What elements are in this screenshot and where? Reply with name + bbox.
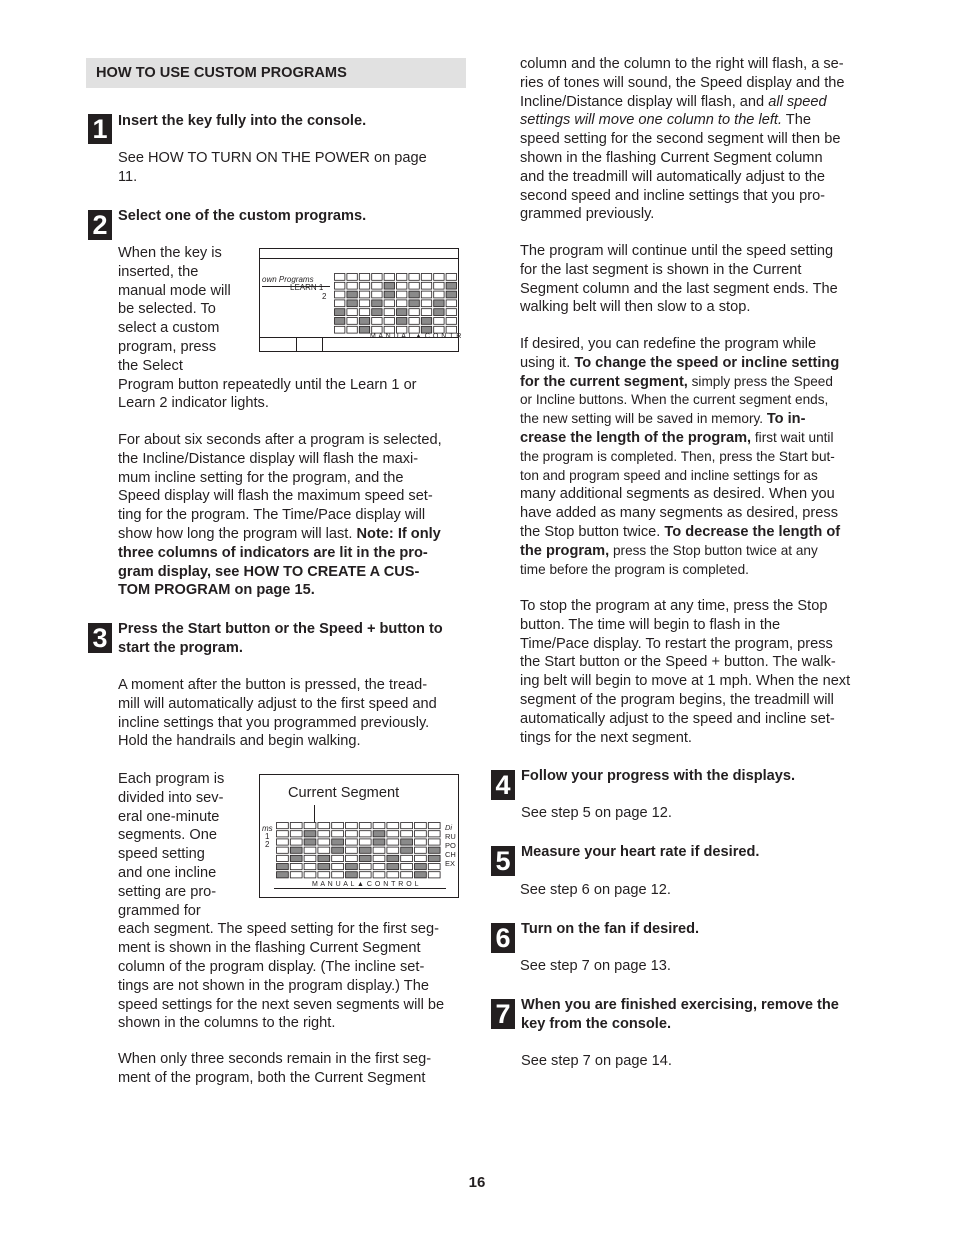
led-cell bbox=[290, 872, 302, 878]
led-cell bbox=[277, 823, 289, 829]
led-cell bbox=[428, 831, 440, 837]
step-7-text: See step 7 on page 14. bbox=[521, 1053, 672, 1069]
right-column-para-2: The program will continue until the speed setting for the last segment is shown in the Current Segment column and the last segment ends. The walking belt will then slow to a stop. bbox=[520, 243, 838, 316]
step-number-7: 7 bbox=[491, 999, 515, 1029]
led-cell bbox=[347, 326, 357, 333]
led-cell bbox=[346, 839, 358, 845]
led-cell bbox=[373, 855, 385, 861]
led-cell bbox=[421, 274, 431, 281]
led-cell bbox=[421, 300, 431, 307]
led-cell bbox=[359, 839, 371, 845]
led-cell bbox=[332, 839, 344, 845]
led-cell bbox=[421, 309, 431, 316]
led-cell bbox=[387, 855, 399, 861]
led-cell bbox=[290, 839, 302, 845]
led-cell bbox=[346, 855, 358, 861]
led-cell bbox=[290, 831, 302, 837]
led-cell bbox=[409, 274, 419, 281]
led-cell bbox=[372, 318, 382, 325]
led-cell bbox=[373, 847, 385, 853]
led-cell bbox=[384, 282, 394, 289]
led-cell bbox=[387, 839, 399, 845]
led-cell bbox=[372, 309, 382, 316]
led-cell bbox=[335, 291, 345, 298]
program-display-figure-1: own Programs LEARN 1 2 M A N U A L ▲ C O N T R bbox=[259, 248, 459, 352]
led-cell bbox=[277, 864, 289, 870]
led-cell bbox=[332, 831, 344, 837]
led-cell bbox=[290, 847, 302, 853]
led-cell bbox=[346, 872, 358, 878]
led-cell bbox=[372, 300, 382, 307]
led-cell bbox=[346, 864, 358, 870]
led-cell bbox=[318, 823, 330, 829]
led-cell bbox=[359, 274, 369, 281]
led-cell bbox=[372, 282, 382, 289]
right-column-para-1: column and the column to the right will flash, a se- ries of tones will sound, the Speed display and the Incline/Distance display will flash, and all speed settings will move one column to the left. The speed setting for the second segment will then be shown in the flashing Current Segment column and the treadmill will automatically adjust to the second speed and incline settings that you pro- grammed previously. bbox=[520, 56, 845, 223]
led-cell bbox=[318, 847, 330, 853]
led-cell bbox=[304, 847, 316, 853]
led-cell bbox=[347, 309, 357, 316]
step-3-title: Press the Start button or the Speed + button to start the program. bbox=[118, 621, 443, 656]
step-number-6: 6 bbox=[491, 923, 515, 953]
led-cell bbox=[359, 872, 371, 878]
led-cell bbox=[428, 839, 440, 845]
led-cell bbox=[359, 847, 371, 853]
led-cell bbox=[332, 855, 344, 861]
led-cell bbox=[397, 309, 407, 316]
led-cell bbox=[304, 872, 316, 878]
led-cell bbox=[359, 326, 369, 333]
led-cell bbox=[318, 864, 330, 870]
led-cell bbox=[359, 300, 369, 307]
led-cell bbox=[347, 300, 357, 307]
led-cell bbox=[415, 855, 427, 861]
led-cell bbox=[401, 823, 413, 829]
led-cell bbox=[387, 831, 399, 837]
current-segment-caption: Current Segment bbox=[288, 785, 400, 801]
led-cell bbox=[415, 831, 427, 837]
led-cell bbox=[384, 318, 394, 325]
led-cell bbox=[434, 274, 444, 281]
led-cell bbox=[446, 300, 456, 307]
led-grid-1 bbox=[334, 273, 458, 335]
step-1-text: See HOW TO TURN ON THE POWER on page 11. bbox=[118, 150, 427, 185]
led-cell bbox=[415, 823, 427, 829]
right-column-para-4: To stop the program at any time, press the Stop button. The time will begin to flash in the Time/Pace display. To restart the program, press the Start button or the Speed + button. The walk- ing belt will begin to move at 1 mph. When the next segment of the program begins, the treadmill will automatically adjust to the speed and incline set- tings for the next segment. bbox=[520, 598, 851, 746]
led-cell bbox=[346, 847, 358, 853]
led-cell bbox=[318, 872, 330, 878]
led-cell bbox=[372, 291, 382, 298]
led-cell bbox=[373, 839, 385, 845]
led-cell bbox=[359, 291, 369, 298]
led-cell bbox=[332, 872, 344, 878]
led-cell bbox=[387, 847, 399, 853]
led-cell bbox=[384, 309, 394, 316]
led-cell bbox=[415, 872, 427, 878]
led-cell bbox=[277, 847, 289, 853]
step-3-para-2: Each program is divided into sev- eral one-minute segments. One speed setting and one incline setting are pro- grammed for each segment. The speed setting for the first seg- ment is shown in the flashing Current Segment column of the program display. (The incline set- tings are not shown in the program display.) The speed settings for the next seven segments will be shown in the columns to the right. bbox=[118, 771, 445, 1032]
step-6-title: Turn on the fan if desired. bbox=[521, 921, 700, 937]
led-cell bbox=[421, 291, 431, 298]
led-cell bbox=[415, 864, 427, 870]
led-cell bbox=[359, 282, 369, 289]
page-number: 16 bbox=[468, 1174, 486, 1191]
led-cell bbox=[335, 274, 345, 281]
led-cell bbox=[428, 872, 440, 878]
led-cell bbox=[401, 872, 413, 878]
program-display-figure-2: Current Segment ms 1 2 Di RU PO CH EX M A N U A L ▲ C O N T R O L bbox=[259, 774, 459, 898]
led-cell bbox=[304, 831, 316, 837]
led-cell bbox=[409, 300, 419, 307]
led-cell bbox=[397, 274, 407, 281]
led-cell bbox=[401, 855, 413, 861]
led-cell bbox=[347, 282, 357, 289]
led-cell bbox=[373, 864, 385, 870]
led-cell bbox=[428, 823, 440, 829]
led-cell bbox=[359, 309, 369, 316]
led-cell bbox=[421, 282, 431, 289]
led-cell bbox=[277, 839, 289, 845]
led-cell bbox=[332, 864, 344, 870]
step-4-title: Follow your progress with the displays. bbox=[521, 768, 796, 784]
led-cell bbox=[397, 300, 407, 307]
led-cell bbox=[409, 282, 419, 289]
led-cell bbox=[446, 274, 456, 281]
led-cell bbox=[446, 282, 456, 289]
step-5-text: See step 6 on page 12. bbox=[520, 882, 671, 898]
led-cell bbox=[335, 309, 345, 316]
led-cell bbox=[401, 864, 413, 870]
led-cell bbox=[401, 831, 413, 837]
led-cell bbox=[446, 318, 456, 325]
section-heading: HOW TO USE CUSTOM PROGRAMS bbox=[96, 65, 347, 81]
led-cell bbox=[347, 318, 357, 325]
step-3-para-1: A moment after the button is pressed, the tread- mill will automatically adjust to the first speed and incline settings that you programmed previously. Hold the handrails and begin walking. bbox=[118, 677, 437, 750]
led-cell bbox=[359, 855, 371, 861]
led-cell bbox=[434, 282, 444, 289]
led-cell bbox=[387, 872, 399, 878]
right-column-para-3: If desired, you can redefine the program while using it. To change the speed or incline setting for the current segment, simply press the Speed or Incline buttons. When the current segment ends, the new setting will be saved in memory. To in- crease the length of the program, first wait until the program is completed. Then, press the Start but- ton and program speed and incline settings for as many additional segments as desired. When you have added as many segments as desired, press the Stop button twice. To decrease the length of the program, press the Stop button twice at any time before the program is completed. bbox=[520, 336, 841, 577]
led-cell bbox=[318, 855, 330, 861]
led-cell bbox=[335, 326, 345, 333]
led-cell bbox=[387, 864, 399, 870]
led-cell bbox=[409, 309, 419, 316]
led-grid-2 bbox=[276, 822, 442, 880]
led-cell bbox=[318, 839, 330, 845]
led-cell bbox=[359, 823, 371, 829]
led-cell bbox=[397, 291, 407, 298]
led-cell bbox=[304, 839, 316, 845]
led-cell bbox=[346, 823, 358, 829]
led-cell bbox=[434, 291, 444, 298]
led-cell bbox=[384, 274, 394, 281]
led-cell bbox=[347, 274, 357, 281]
led-cell bbox=[304, 855, 316, 861]
step-2-title: Select one of the custom programs. bbox=[118, 208, 367, 224]
led-cell bbox=[415, 847, 427, 853]
led-cell bbox=[421, 318, 431, 325]
led-cell bbox=[428, 847, 440, 853]
led-cell bbox=[290, 855, 302, 861]
step-number-5: 5 bbox=[491, 846, 515, 876]
led-cell bbox=[384, 300, 394, 307]
led-cell bbox=[434, 300, 444, 307]
led-cell bbox=[434, 318, 444, 325]
led-cell bbox=[359, 864, 371, 870]
led-cell bbox=[304, 823, 316, 829]
step-5-title: Measure your heart rate if desired. bbox=[521, 844, 760, 860]
led-cell bbox=[347, 291, 357, 298]
led-cell bbox=[446, 291, 456, 298]
step-number-3: 3 bbox=[88, 623, 112, 653]
led-cell bbox=[373, 823, 385, 829]
step-number-4: 4 bbox=[491, 770, 515, 800]
led-cell bbox=[304, 864, 316, 870]
led-cell bbox=[409, 318, 419, 325]
step-3-para-3: When only three seconds remain in the first seg- ment of the program, both the Current Segment bbox=[118, 1051, 432, 1086]
section-heading-bar bbox=[86, 58, 466, 88]
step-7-title: When you are finished exercising, remove the key from the console. bbox=[521, 997, 839, 1032]
step-2-wrap-text: When the key is inserted, the manual mode will be selected. To select a custom program, press the Select Program button repeatedly until the Learn 1 or Learn 2 indicator lights. bbox=[118, 245, 417, 412]
led-cell bbox=[409, 291, 419, 298]
led-cell bbox=[318, 831, 330, 837]
led-cell bbox=[335, 318, 345, 325]
step-1-title: Insert the key fully into the console. bbox=[118, 113, 367, 129]
led-cell bbox=[346, 831, 358, 837]
step-2-para-2: For about six seconds after a program is selected, the Incline/Distance display will flash the maxi- mum incline setting for the program, and the Speed display will flash the maximum speed set- ting for the program. The Time/Pace display will show how long the program will last. Note: If only three columns of indicators are lit in the pro- gram display, see HOW TO CREATE A CUS- TOM PROGRAM on page 15. bbox=[118, 432, 442, 599]
led-cell bbox=[290, 864, 302, 870]
led-cell bbox=[397, 318, 407, 325]
led-cell bbox=[290, 823, 302, 829]
step-4-text: See step 5 on page 12. bbox=[521, 805, 672, 821]
led-cell bbox=[332, 847, 344, 853]
led-cell bbox=[387, 823, 399, 829]
led-cell bbox=[446, 309, 456, 316]
led-cell bbox=[373, 831, 385, 837]
led-cell bbox=[277, 855, 289, 861]
led-cell bbox=[332, 823, 344, 829]
step-number-1: 1 bbox=[88, 114, 112, 144]
led-cell bbox=[373, 872, 385, 878]
led-cell bbox=[397, 282, 407, 289]
led-cell bbox=[359, 318, 369, 325]
led-cell bbox=[401, 847, 413, 853]
led-cell bbox=[359, 831, 371, 837]
step-6-text: See step 7 on page 13. bbox=[520, 958, 671, 974]
led-cell bbox=[277, 831, 289, 837]
led-cell bbox=[415, 839, 427, 845]
led-cell bbox=[428, 864, 440, 870]
led-cell bbox=[335, 300, 345, 307]
step-number-2: 2 bbox=[88, 210, 112, 240]
led-cell bbox=[277, 872, 289, 878]
led-cell bbox=[384, 291, 394, 298]
led-cell bbox=[401, 839, 413, 845]
led-cell bbox=[428, 855, 440, 861]
led-cell bbox=[372, 274, 382, 281]
led-cell bbox=[434, 309, 444, 316]
led-cell bbox=[335, 282, 345, 289]
